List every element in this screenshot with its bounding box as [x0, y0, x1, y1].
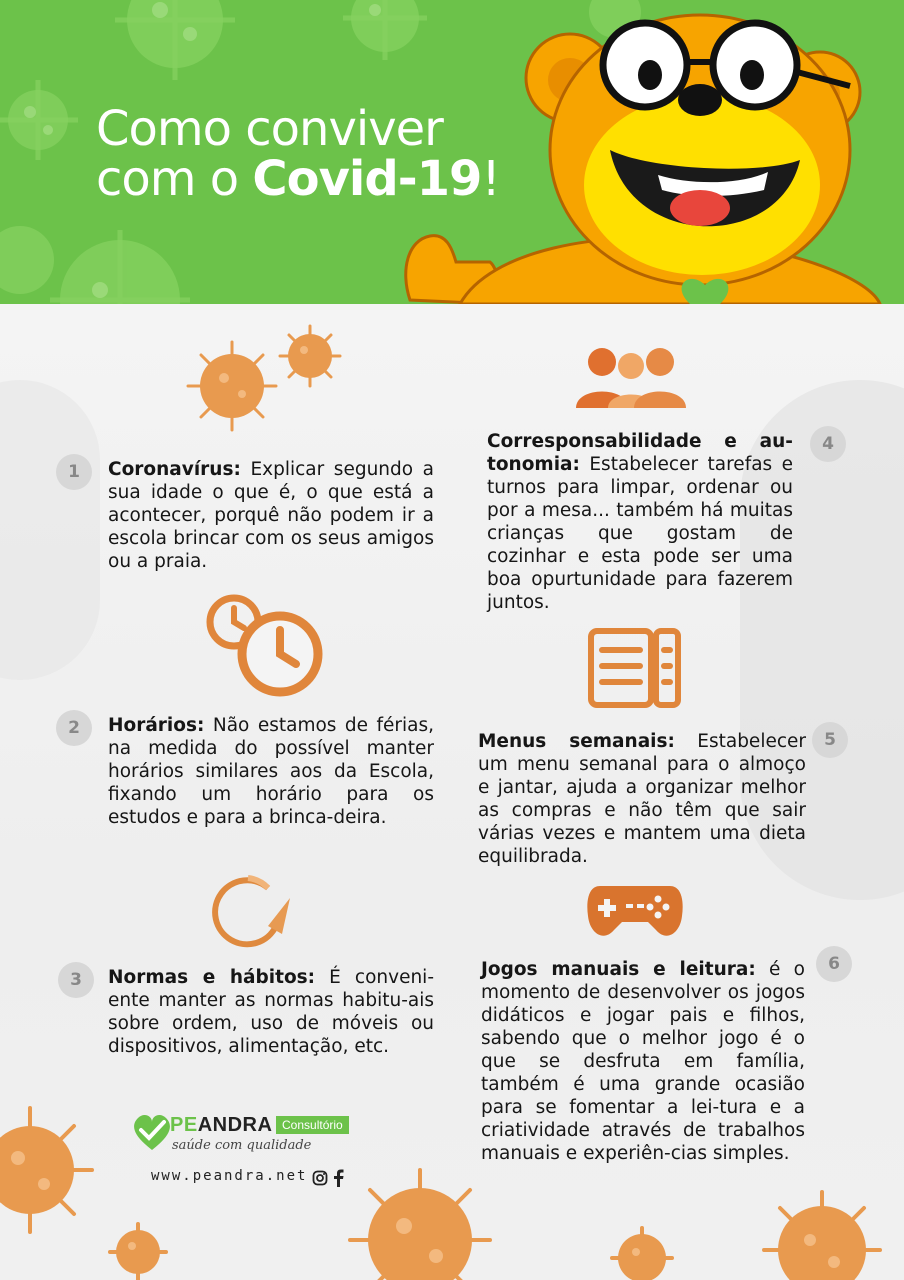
- item-text: Explicar segundo a sua idade o que é, o que está a acontecer, porquê não podem ir a escola brincar com os seus amigos ou a praia.: [108, 459, 434, 572]
- title-line-1: Como conviver: [96, 101, 443, 157]
- bear-mascot-icon: [400, 0, 904, 304]
- title-prefix: com o: [96, 151, 253, 207]
- clock-icon: [204, 592, 328, 700]
- logo-subtitle: saúde com qualidade: [172, 1138, 312, 1153]
- item-text: Estabelecer um menu semanal para o almoço e jantar, ajuda a organizar melhor as compras e não têm que sair várias vezes e mantem uma dieta equilibrada.: [478, 731, 806, 867]
- badge-number-2: 2: [56, 710, 92, 746]
- item-text: É conveni-ente manter as normas habitu-ais sobre ordem, uso de móveis ou dispositivos, alimentação, etc.: [108, 967, 434, 1057]
- item-menus: [478, 730, 806, 868]
- badge-number-1: 1: [56, 454, 92, 490]
- item-text: Não estamos de férias, na medida do possível manter horários similares aos da Escola, fixando um horário para os estudos e para a brinca-deira.: [108, 715, 434, 828]
- item-heading: Jogos manuais e leitura:: [481, 959, 756, 980]
- title-suffix: !: [481, 151, 500, 207]
- item-normas: [108, 966, 434, 1058]
- badge-number-6: 6: [816, 946, 852, 982]
- virus-icon: [184, 322, 344, 442]
- logo-rest: ANDRA: [197, 1114, 273, 1136]
- badge-number-3: 3: [58, 962, 94, 998]
- badge-number-4: 4: [810, 426, 846, 462]
- header-banner: [0, 0, 904, 304]
- item-text: é o momento de desenvolver os jogos didáticos e jogar pais e filhos, sabendo que o melhor jogo é o que se desfruta em família, também é uma grande ocasião para se fomentar a lei-tura e a criatividade através de trabalhos manuais e experiên-cias simples.: [481, 959, 805, 1164]
- item-heading: Coronavírus:: [108, 459, 241, 480]
- item-text: Estabelecer tarefas e turnos para limpar, ordenar ou por a mesa... também há muitas crianças que gostam de cozinhar e esta pode ser uma boa opurtunidade para fazerem juntos.: [487, 454, 793, 613]
- badge-number-5: 5: [812, 722, 848, 758]
- logo-tag: Consultório: [276, 1116, 349, 1134]
- gamepad-icon: [586, 882, 684, 942]
- menu-icon: [588, 628, 682, 708]
- logo-pe: PE: [170, 1114, 198, 1136]
- item-heading: Corresponsabilidade e au-tonomia:: [487, 431, 793, 475]
- item-coronavirus: [108, 458, 434, 573]
- item-corresponsabilidade: [487, 430, 793, 614]
- website-link[interactable]: www.peandra.net: [151, 1168, 308, 1184]
- refresh-icon: [206, 870, 296, 950]
- background-blur: [0, 380, 100, 680]
- item-heading: Menus semanais:: [478, 731, 675, 752]
- item-heading: Horários:: [108, 715, 205, 736]
- item-horarios: [108, 714, 434, 829]
- title-bold: Covid-19: [252, 151, 482, 207]
- item-heading: Normas e hábitos:: [108, 967, 316, 988]
- people-icon: [574, 346, 688, 410]
- virus-decoration-icon: [0, 1100, 904, 1280]
